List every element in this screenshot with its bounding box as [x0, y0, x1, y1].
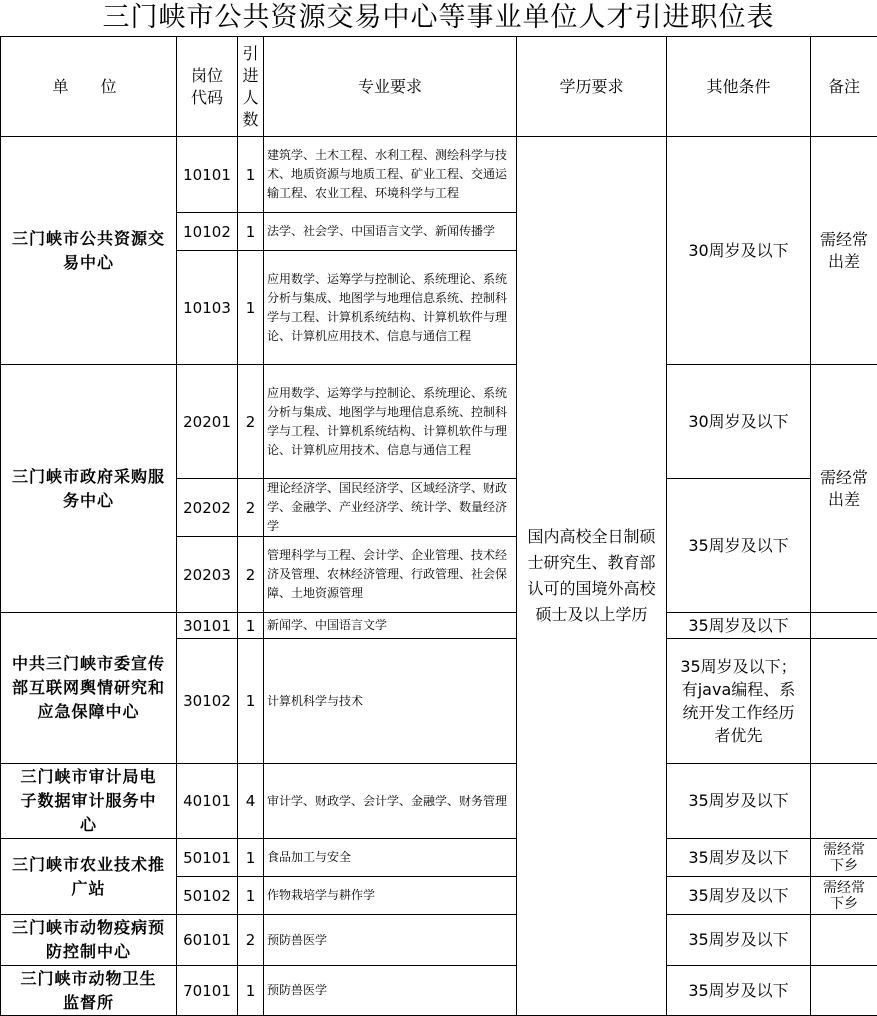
major-cell: 应用数学、运筹学与控制论、系统理论、系统分析与集成、地图学与地理信息系统、控制科学与工程、计算机系统结构、计算机软件与理论、计算机应用技术、信息与通信工程	[264, 251, 517, 365]
note-cell: 需经常下乡	[811, 839, 877, 877]
code-cell: 10101	[177, 137, 238, 213]
header-unit: 单 位	[1, 37, 177, 137]
table-row	[1, 137, 877, 213]
header-code: 岗位代码	[177, 37, 238, 137]
major-cell: 法学、社会学、中国语言文学、新闻传播学	[264, 213, 517, 251]
header-other: 其他条件	[667, 37, 811, 137]
other-cell: 35周岁及以下	[667, 915, 811, 966]
unit-cell: 三门峡市公共资源交易中心	[1, 137, 177, 365]
major-cell: 计算机科学与技术	[264, 639, 517, 764]
unit-cell: 三门峡市动物卫生监督所	[1, 966, 177, 1016]
code-cell: 20202	[177, 479, 238, 537]
other-cell: 35周岁及以下	[667, 613, 811, 639]
note-cell	[811, 915, 877, 966]
header-row	[1, 37, 877, 137]
code-cell: 10102	[177, 213, 238, 251]
other-cell: 35周岁及以下	[667, 764, 811, 839]
code-cell: 10103	[177, 251, 238, 365]
count-cell: 1	[238, 613, 264, 639]
major-cell: 作物栽培学与耕作学	[264, 877, 517, 915]
major-cell: 建筑学、土木工程、水利工程、测绘科学与技术、地质资源与地质工程、矿业工程、交通运输工程、农业工程、环境科学与工程	[264, 137, 517, 213]
header-major: 专业要求	[264, 37, 517, 137]
code-cell: 20203	[177, 537, 238, 613]
education-cell: 国内高校全日制硕士研究生、教育部认可的国境外高校硕士及以上学历	[517, 137, 667, 1016]
code-cell: 50102	[177, 877, 238, 915]
count-cell: 2	[238, 479, 264, 537]
count-cell: 1	[238, 251, 264, 365]
unit-cell: 中共三门峡市委宣传部互联网舆情研究和应急保障中心	[1, 613, 177, 764]
major-cell: 管理科学与工程、会计学、企业管理、技术经济及管理、农林经济管理、行政管理、社会保障、土地资源管理	[264, 537, 517, 613]
note-cell	[811, 764, 877, 839]
count-cell: 2	[238, 365, 264, 479]
unit-cell: 三门峡市动物疫病预防控制中心	[1, 915, 177, 966]
other-cell: 30周岁及以下	[667, 137, 811, 365]
unit-cell: 三门峡市政府采购服务中心	[1, 365, 177, 613]
other-cell: 35周岁及以下；有java编程、系统开发工作经历者优先	[667, 639, 811, 764]
major-cell: 预防兽医学	[264, 915, 517, 966]
major-cell: 应用数学、运筹学与控制论、系统理论、系统分析与集成、地图学与地理信息系统、控制科学与工程、计算机系统结构、计算机软件与理论、计算机应用技术、信息与通信工程	[264, 365, 517, 479]
major-cell: 新闻学、中国语言文学	[264, 613, 517, 639]
count-cell: 1	[238, 877, 264, 915]
note-cell	[811, 639, 877, 764]
count-cell: 1	[238, 213, 264, 251]
other-cell: 35周岁及以下	[667, 877, 811, 915]
code-cell: 20201	[177, 365, 238, 479]
page-title: 三门峡市公共资源交易中心等事业单位人才引进职位表	[0, 0, 877, 36]
code-cell: 60101	[177, 915, 238, 966]
major-cell: 食品加工与安全	[264, 839, 517, 877]
note-cell: 需经常出差	[811, 365, 877, 613]
note-cell: 需经常下乡	[811, 877, 877, 915]
code-cell: 40101	[177, 764, 238, 839]
major-cell: 审计学、财政学、会计学、金融学、财务管理	[264, 764, 517, 839]
header-education: 学历要求	[517, 37, 667, 137]
table-row	[1, 966, 877, 1016]
other-cell: 35周岁及以下	[667, 966, 811, 1016]
count-cell: 1	[238, 966, 264, 1016]
positions-table	[0, 36, 877, 1016]
table-row	[1, 839, 877, 877]
code-cell: 30101	[177, 613, 238, 639]
other-cell: 30周岁及以下	[667, 365, 811, 479]
major-cell: 预防兽医学	[264, 966, 517, 1016]
other-cell: 35周岁及以下	[667, 839, 811, 877]
table-row	[1, 365, 877, 479]
note-cell	[811, 613, 877, 639]
note-cell	[811, 966, 877, 1016]
count-cell: 1	[238, 137, 264, 213]
header-count: 引进人数	[238, 37, 264, 137]
count-cell: 4	[238, 764, 264, 839]
header-note: 备注	[811, 37, 877, 137]
code-cell: 70101	[177, 966, 238, 1016]
table-row	[1, 764, 877, 839]
count-cell: 1	[238, 839, 264, 877]
count-cell: 2	[238, 915, 264, 966]
unit-cell: 三门峡市农业技术推广站	[1, 839, 177, 915]
code-cell: 30102	[177, 639, 238, 764]
code-cell: 50101	[177, 839, 238, 877]
other-cell: 35周岁及以下	[667, 479, 811, 613]
major-cell: 理论经济学、国民经济学、区域经济学、财政学、金融学、产业经济学、统计学、数量经济学	[264, 479, 517, 537]
note-cell: 需经常出差	[811, 137, 877, 365]
unit-cell: 三门峡市审计局电子数据审计服务中心	[1, 764, 177, 839]
table-row	[1, 613, 877, 639]
table-row	[1, 915, 877, 966]
count-cell: 2	[238, 537, 264, 613]
count-cell: 1	[238, 639, 264, 764]
